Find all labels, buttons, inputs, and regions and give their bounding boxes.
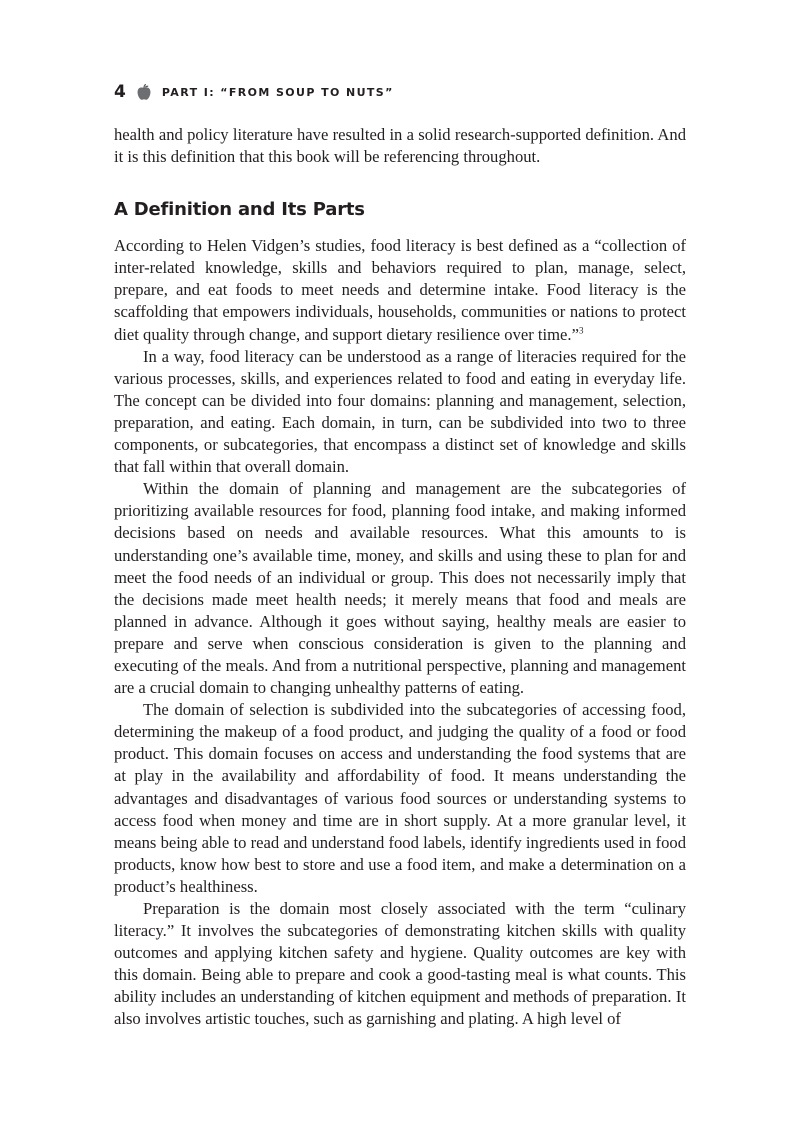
- body-paragraph: The domain of selection is subdivided into the subcategories of accessing food, determining the makeup of a food product, and judging the quality of a food or food product. This domain focuses on access and understanding the food systems that are at play in the availability and affordability of food. It means understanding the advantages and disadvantages of various food sources or understanding systems to access food when money and time are in short supply. At a more granular level, it means being able to read and understand food labels, identify ingredients used in food products, know how best to store and use a food item, and make a determination on a product’s healthiness.: [114, 700, 686, 896]
- body-paragraph: Preparation is the domain most closely associated with the term “culinary literacy.” It involves the subcategories of demonstrating kitchen skills with quality outcomes and applying kitchen safety and hygiene. Quality outcomes are key with this domain. Being able to prepare and cook a good-tasting meal is what counts. This ability includes an understanding of kitchen equipment and methods of preparation. It also involves artistic touches, such as garnishing and plating. A high level of: [114, 899, 686, 1029]
- opening-paragraph: health and policy literature have resulted in a solid research-supported definition. And it is this definition that this book will be referencing throughout.: [114, 125, 686, 167]
- footnote-reference: 3: [578, 325, 584, 336]
- definition-paragraph: [114, 235, 686, 345]
- section-heading: A Definition and Its Parts: [114, 199, 365, 221]
- book-page: [114, 80, 686, 1031]
- running-head: [114, 80, 686, 104]
- body-paragraph: Within the domain of planning and management are the subcategories of prioritizing available resources for food, planning food intake, and making informed decisions based on needs and available resources. What this amounts to is understanding one’s available time, money, and skills and using these to plan for and meet the food needs of an individual or group. This does not necessarily imply that the decisions made meet health needs; it merely means that food and meals are planned in advance. Although it goes without saying, healthy meals are easier to prepare and serve when conscious consideration is given to the planning and executing of the meals. And from a nutritional perspective, planning and management are a crucial domain to changing unhealthy patterns of eating.: [114, 479, 686, 698]
- definition-text: According to Helen Vidgen’s studies, food literacy is best defined as a “collection of inter-related knowledge, skills and behaviors required to plan, manage, select, prepare, and eat foods to meet needs and determine intake. Food literacy is the scaffolding that empowers individuals, households, communities or nations to protect diet quality through change, and support dietary resilience over time.”: [114, 236, 686, 344]
- body-paragraph: In a way, food literacy can be understood as a range of literacies required for the various processes, skills, and experiences related to food and eating in everyday life. The concept can be divided into four domains: planning and management, selection, preparation, and eating. Each domain, in turn, can be subdivided into two to three components, or subcategories, that encompass a distinct set of knowledge and skills that fall within that overall domain.: [114, 346, 686, 477]
- page-number: 4: [114, 82, 126, 102]
- apple-icon: [136, 84, 152, 101]
- running-title: PART I: “FROM SOUP TO NUTS”: [161, 85, 394, 99]
